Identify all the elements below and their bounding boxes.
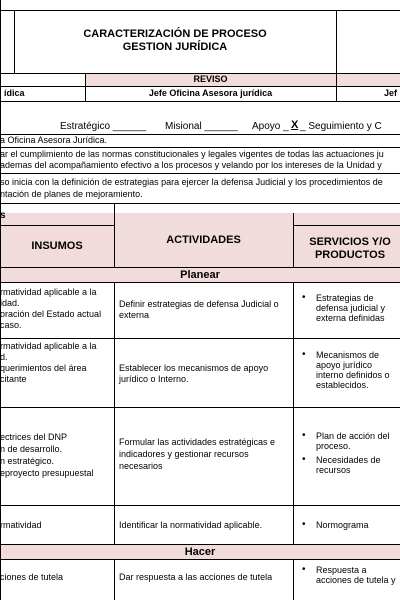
row5-servicio-item <box>296 565 396 585</box>
row1-insumos <box>0 287 101 331</box>
row5-insumo-line1: ciones de tutela <box>0 572 64 582</box>
tipo-misional: Misional ______ <box>165 121 238 132</box>
row1-servicio-line2: defensa judicial y <box>316 303 386 313</box>
row5-actividad-line1: Dar respuesta a las acciones de tutela <box>119 572 273 582</box>
row1-servicio-line1: • Estrategias de <box>316 293 374 303</box>
row5-servicio-line2: acciones de tutela y <box>316 575 396 585</box>
row3-insumo-line3: n estratégico. <box>0 456 55 466</box>
row3-actividad <box>119 436 275 472</box>
row4-servicio-line1: • Normograma <box>316 520 369 530</box>
row1-insumo-line3: oración del Estado actual <box>0 309 102 319</box>
row3-actividad-line3: necesarios <box>119 461 163 471</box>
info-objetivo-2: ademas del acompañamiento efectivo a los procesos y velando por los intereses de la Unidad y <box>0 160 382 170</box>
elaboro-value: ídica <box>4 88 25 98</box>
row2-insumo-line4: citante <box>0 374 27 384</box>
row1-servicio-line3: externa definidas <box>316 313 385 323</box>
row5-servicio-line1: • Respuesta a <box>316 565 367 575</box>
row3-servicio2-line1: • Necesidades de <box>316 455 381 465</box>
tipo-seguimiento: _ Seguimiento y C <box>300 121 382 132</box>
tipo-apoyo: Apoyo _ <box>252 121 289 132</box>
top-border <box>0 10 400 11</box>
header-right-divider <box>336 10 337 73</box>
row3-servicios <box>296 431 390 479</box>
row3-bottom-border <box>0 505 400 506</box>
row1-servicio-item <box>296 293 385 323</box>
sign-col-divider-2 <box>336 73 337 101</box>
document-subtitle: GESTION JURÍDICA <box>122 41 228 53</box>
row3-insumo-line1: ectrices del DNP <box>0 432 68 442</box>
row3-servicio2-line2: recursos <box>316 465 351 475</box>
row1-insumo-line2: idad. <box>0 298 20 308</box>
hacer-band-bottom <box>0 559 400 560</box>
info-divider-3 <box>0 203 400 204</box>
row2-servicio-item <box>296 350 390 390</box>
row2-servicio-line2: apoyo jurídico <box>316 360 373 370</box>
row1-actividad-line2: externa <box>119 310 150 320</box>
row3-actividad-line2: indicadores y gestionar recursos <box>119 449 249 459</box>
section-hacer: Hacer <box>184 546 216 558</box>
actividades-header: ACTIVIDADES <box>166 234 241 246</box>
row4-insumo-line1: rmatividad <box>0 520 42 530</box>
info-alcance-1: so inicia con la definición de estrategias para ejercer la defensa Judicial y los procedimientos de <box>0 177 383 187</box>
row4-servicios <box>296 520 369 534</box>
tipo-estrategico: Estratégico ______ <box>60 121 147 132</box>
sign-row-bottom-border <box>0 101 400 102</box>
row3-servicio1-line1: • Plan de acción del <box>316 431 390 441</box>
insumos-header: INSUMOS <box>31 240 83 252</box>
section-planear: Planear <box>180 269 220 281</box>
row3-servicio-item-1 <box>296 431 390 451</box>
info-divider-2 <box>0 173 400 174</box>
info-objetivo-1: ar el cumplimiento de las normas constitucionales y legales vigentes de todas las actuaciones ju <box>0 149 384 159</box>
row5-insumos <box>0 572 63 583</box>
row2-servicios <box>296 350 390 394</box>
row1-actividad-line1: Definir estrategias de defensa Judicial o <box>119 299 279 309</box>
reviso-label: REVISO <box>193 74 228 84</box>
row3-insumos <box>0 431 94 479</box>
aprobo-value: Jef <box>384 88 398 98</box>
reviso-value: Jefe Oficina Asesora jurídica <box>148 88 273 98</box>
row3-actividad-line1: Formular las actividades estratégicas e <box>119 437 276 447</box>
row2-actividad-line1: Establecer los mecanismos de apoyo <box>119 363 269 373</box>
row3-insumo-line4: eproyecto presupuestal <box>0 468 94 478</box>
row2-insumo-line2: d. <box>0 352 8 362</box>
subheader-divider-right <box>293 225 400 226</box>
row1-servicios <box>296 293 385 327</box>
row2-insumo-line3: querimientos del área <box>0 363 87 373</box>
row2-insumos <box>0 341 97 385</box>
row2-bottom-border <box>0 407 400 408</box>
col-divider-2-hacer <box>293 559 294 600</box>
row4-actividad-line1: Identificar la normatividad aplicable. <box>119 520 263 530</box>
row4-servicio-item <box>296 520 369 530</box>
row2-servicio-line1: • Mecanismos de <box>316 350 380 360</box>
info-divider-1 <box>0 147 400 148</box>
row2-servicio-line4: establecidos. <box>316 380 369 390</box>
row1-bottom-border <box>0 338 400 339</box>
row2-insumo-line1: rmatividad aplicable a la <box>0 341 97 351</box>
row3-servicio-item-2 <box>296 455 390 475</box>
row3-insumo-line2: n de desarrollo. <box>0 444 63 454</box>
info-alcance-2: ntación de planes de mejoramiento. <box>0 189 143 199</box>
tipo-apoyo-mark: X <box>291 119 299 131</box>
sign-row-mid-border <box>0 86 400 87</box>
document-title: CARACTERIZACIÓN DE PROCESO <box>83 28 267 40</box>
col-divider-1-hacer <box>114 559 115 600</box>
row5-servicios <box>296 565 396 589</box>
proveedores-fragment: s <box>0 210 6 221</box>
row2-actividad <box>119 363 268 385</box>
info-responsable: a Oficina Asesora Jurídica. <box>0 135 108 145</box>
row5-actividad <box>119 572 272 583</box>
aprobo-header-bg <box>337 74 400 86</box>
subheader-divider-left <box>0 225 114 226</box>
row2-actividad-line2: jurídico o Interno. <box>119 374 189 384</box>
row4-actividad <box>119 520 262 531</box>
planear-band-bottom <box>0 282 400 283</box>
row4-insumos <box>0 520 42 531</box>
row1-insumo-line1: rmatividad aplicable a la <box>0 287 97 297</box>
col-divider-insumos-header <box>114 203 115 267</box>
row3-servicio1-line2: proceso. <box>316 441 351 451</box>
col-divider-actividades-header <box>293 213 294 267</box>
row1-actividad <box>119 299 279 321</box>
servicios-header: SERVICIOS Y/O PRODUCTOS <box>309 236 391 261</box>
row2-servicio-line3: interno definidos o <box>316 370 390 380</box>
row1-insumo-line4: caso. <box>0 320 22 330</box>
